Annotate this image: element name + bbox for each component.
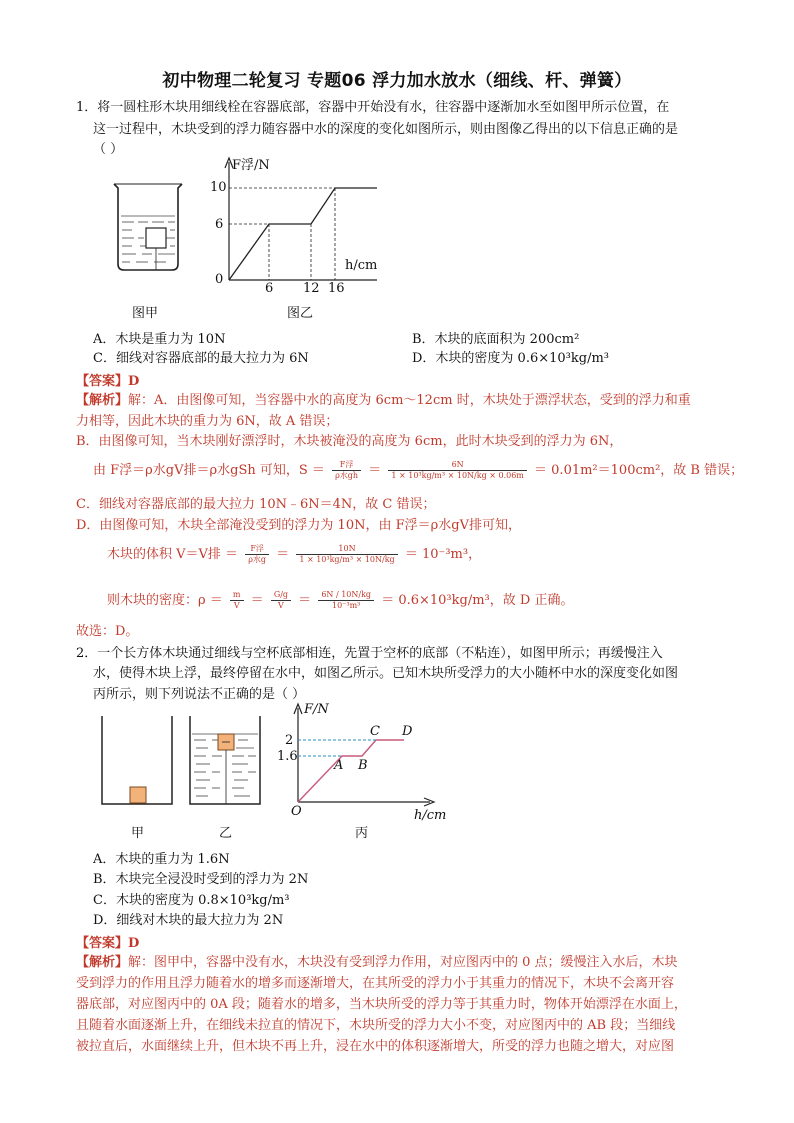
q2-stem-line1: 2．一个长方体木块通过细线与空杯底部相连，先置于空杯的底部（不粘连），如图甲所示；再缓慢注入 [76, 646, 663, 661]
q2-figure-yi-caption: 乙 [219, 826, 233, 841]
q2-graph-point-b: B [358, 758, 368, 773]
q2-explanation-line1: 【解析】解：图甲中，容器中没有水，木块没有受到浮力作用，对应图丙中的 0 点；缓慢注入水后，木块 [76, 955, 678, 970]
q1-answer: 【答案】D [76, 374, 140, 389]
q2-option-a: A．木块的重力为 1.6N [93, 852, 230, 867]
q2-graph-line [298, 740, 404, 802]
q1-fraction-v1: $\frac{\text{F浮}}{\text{ρ水g}}$ [245, 544, 269, 565]
q1-fraction-s1: $\frac{\text{F浮}}{\text{ρ水gh}}$ [332, 460, 361, 481]
q1-explanation-line8: 则木块的密度：ρ ＝ $\frac{m}{V}$ ＝ $\frac{G/g}{V}$ ＝ $\frac{6N / 10N/kg}{\text{10⁻³m³}}$ ＝ 0.6×10³kg/m³，故 D 正确。 [107, 590, 574, 610]
q1-explanation-line3: B．由图像可知，当木块刚好漂浮时，木块被淹没的高度为 6cm，此时木块受到的浮力为 6N， [76, 434, 623, 449]
q1-graph-xtick-12: 12 [303, 281, 320, 296]
q1-stem-line3: （ ） [93, 142, 124, 157]
q2-graph-point-d: D [402, 724, 413, 739]
q1-figure-yi-caption: 图乙 [287, 306, 314, 321]
q2-explanation-line3: 器底部，对应图丙中的 0A 段；随着水的增多，当木块所受的浮力等于其重力时，物体开始漂浮在水面上， [76, 997, 687, 1012]
q2-explanation-line5: 被拉直后，水面继续上升，但木块不再上升，浸在水中的体积逐渐增大，所受的浮力也随之增大，对应图 [76, 1039, 675, 1054]
q1-explanation-line1: 【解析】解：A．由图像可知，当容器中水的高度为 6cm～12cm 时，木块处于漂浮状态，受到的浮力和重 [76, 393, 691, 408]
q2-figure-jia-caption: 甲 [131, 826, 145, 841]
q2-option-b: B．木块完全浸没时受到的浮力为 2N [93, 872, 309, 887]
q2-stem-line3: 丙所示，则下列说法不正确的是（ ） [93, 687, 306, 702]
q2-graph-ytick-2: 2 [285, 733, 294, 748]
page-title: 初中物理二轮复习 专题06 浮力加水放水（细线、杆、弹簧） [162, 71, 632, 91]
q1-fraction-rho2: $\frac{G/g}{V}$ [271, 590, 291, 611]
q1-graph-ylabel: F浮/N [232, 158, 270, 173]
q1-graph-ytick-0: 0 [215, 272, 224, 287]
q1-fraction-s2: $\frac{6N}{\text{1 × 10³kg/m³ × 10N/kg × 0.06m}}$ [388, 460, 527, 481]
q1-stem-line1: 1．将一圆柱形木块用细线栓在容器底部，容器中开始没有水，往容器中逐渐加水至如图甲所示位置，在 [76, 100, 670, 115]
q1-explanation-line5: C．细线对容器底部的最大拉力 10N﹣6N＝4N，故 C 错误； [76, 497, 436, 512]
q1-graph-xtick-6: 6 [265, 281, 274, 296]
q1-option-b: B．木块的底面积为 200cm² [412, 332, 580, 347]
q2-graph [278, 700, 438, 810]
q2-graph-origin: O [291, 804, 302, 819]
q1-option-c: C．细线对容器底部的最大拉力为 6N [93, 351, 309, 366]
q2-explanation-tag: 【解析】 [76, 955, 129, 970]
q1-graph-ytick-6: 6 [215, 217, 224, 232]
q1-fraction-rho1: $\frac{m}{V}$ [230, 590, 244, 611]
q2-graph-point-a: A [334, 758, 344, 773]
q1-graph-ytick-10: 10 [210, 180, 227, 195]
q1-graph-xtick-16: 16 [328, 281, 345, 296]
q1-figure-jia-caption: 图甲 [132, 306, 159, 321]
q1-fraction-v2: $\frac{10N}{\text{1 × 10³kg/m³ × 10N/kg}}$ [296, 544, 397, 565]
q2-explanation-line4: 且随着水面逐渐上升，在细线未拉直的情况下，木块所受的浮力大小不变，对应图丙中的 AB 段；当细线 [76, 1018, 676, 1033]
q2-graph-point-c: C [370, 724, 380, 739]
q1-explanation-line6: D．由图像可知，木块全部淹没受到的浮力为 10N，由 F浮＝ρ水gV排可知， [76, 518, 521, 533]
q2-cup-yi-figure [188, 714, 264, 808]
q1-graph-xlabel: h/cm [345, 258, 378, 273]
q2-figure-bing-caption: 丙 [355, 826, 369, 841]
q1-choice: 故选：D。 [76, 624, 139, 639]
q2-graph-xlabel: h/cm [414, 808, 447, 823]
q2-graph-ytick-1-6: 1.6 [277, 749, 298, 764]
q1-explanation-line2: 力相等，因此木块的重力为 6N，故 A 错误； [76, 414, 339, 429]
q2-option-c: C．木块的密度为 0.8×10³kg/m³ [93, 893, 290, 908]
q2-answer: 【答案】D [76, 936, 140, 951]
q1-option-d: D．木块的密度为 0.6×10³kg/m³ [412, 351, 609, 366]
q2-option-d: D．细线对木块的最大拉力为 2N [93, 913, 284, 928]
q1-explanation-tag: 【解析】 [76, 393, 129, 408]
q2-stem-line2: 水，使得木块上浮，最终停留在水中，如图乙所示。已知木块所受浮力的大小随杯中水的深度变化如图 [93, 666, 679, 681]
q1-option-a: A．木块是重力为 10N [93, 332, 226, 347]
q1-stem-line2: 这一过程中，木块受到的浮力随容器中水的深度的变化如图所示，则由图像乙得出的以下信息正确的是 [93, 122, 679, 137]
q2-cup-jia-figure [100, 714, 176, 808]
q1-fraction-rho3: $\frac{6N / 10N/kg}{\text{10⁻³m³}}$ [318, 590, 374, 611]
q1-explanation-line7: 木块的体积 V＝V排 ＝ $\frac{\text{F浮}}{\text{ρ水g}}$ ＝ $\frac{10N}{\text{1 × 10³kg/m³ × 10N/kg}}$ ＝ 10⁻³m³， [107, 544, 482, 564]
q1-explanation-line4: 由 F浮＝ρ水gV排＝ρ水gSh 可知，S ＝ $\frac{\text{F浮}}{\text{ρ水gh}}$ ＝ $\frac{6N}{\text{1 × 10³kg/m³ × 10N/kg × 0.06m}}$ ＝ 0.01m²＝100cm²，故 B 错误； [93, 460, 744, 480]
q2-explanation-line2: 受到浮力的作用且浮力随着水的增多而逐渐增大，在其所受的浮力小于其重力的情况下，木块不会离开容 [76, 976, 675, 991]
q2-graph-ylabel: F/N [304, 702, 329, 717]
q1-beaker-figure [110, 178, 190, 274]
